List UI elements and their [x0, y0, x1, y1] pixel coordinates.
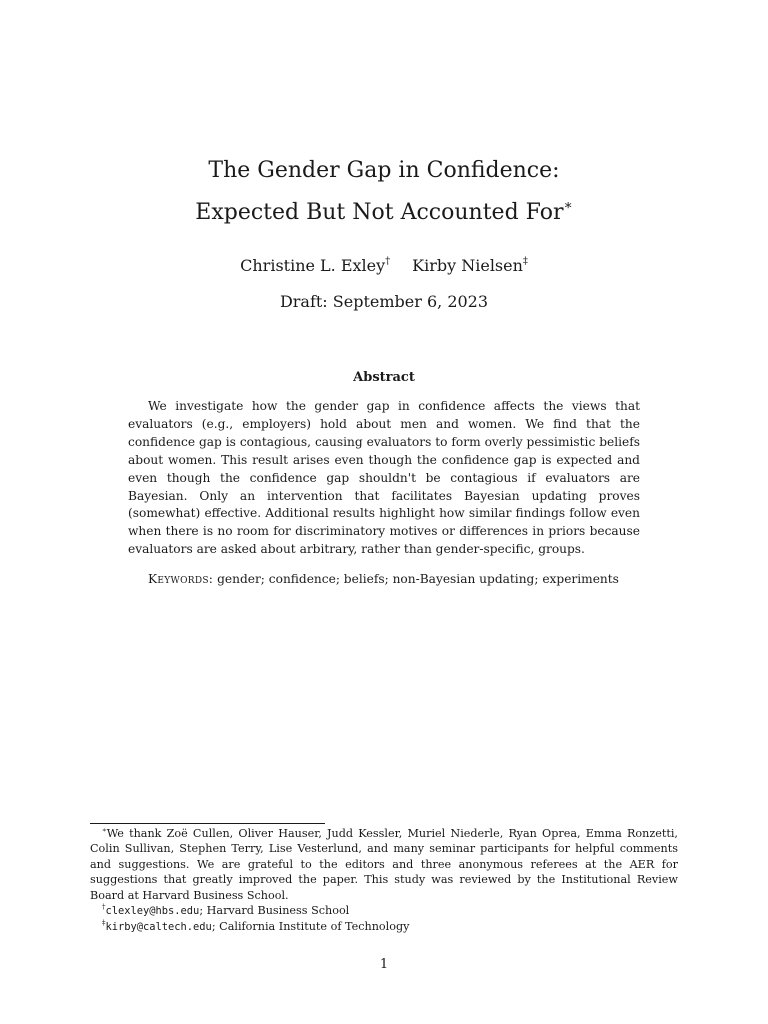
- footnote-divider: [90, 823, 325, 824]
- title-line-1-text: The Gender Gap in Confidence:: [208, 158, 560, 183]
- author-footnote-mark: †: [385, 256, 391, 268]
- email-link[interactable]: kirby@caltech.edu: [105, 921, 212, 934]
- footnote-nielsen-contact: [90, 919, 678, 935]
- draft-date: Draft: September 6, 2023: [279, 292, 489, 311]
- paper-title-line-1: [0, 158, 768, 184]
- title-line-2-text: Expected But Not Accounted For: [195, 200, 564, 225]
- paper-title-line-2: [0, 197, 768, 226]
- abstract-heading: Abstract: [353, 370, 415, 385]
- footnote-affiliation: ; California Institute of Technology: [211, 920, 410, 934]
- footnotes: [90, 826, 678, 936]
- author-list: [0, 256, 768, 276]
- footnote-acknowledgements: [90, 826, 678, 903]
- footnote-mark: ‡: [102, 919, 106, 928]
- keywords-line: [148, 571, 648, 587]
- author-name: Christine L. Exley: [240, 256, 386, 275]
- keywords-text: gender; confidence; beliefs; non-Bayesian updating; experiments: [217, 572, 619, 586]
- email-link[interactable]: clexley@hbs.edu: [105, 905, 200, 918]
- footnote-mark: †: [102, 903, 106, 912]
- keywords-label: Keywords:: [148, 572, 214, 586]
- footnote-affiliation: ; Harvard Business School: [199, 904, 350, 918]
- footnote-exley-contact: [90, 903, 678, 919]
- abstract-body: We investigate how the gender gap in confidence affects the views that evaluators (e.g., employers) hold about men and women. We find that the confidence gap is contagious, causing evaluators to form overly pessimistic beliefs about women. This result arises even though the confidence gap is expected and even though the confidence gap shouldn't be contagious if evaluators are Bayesian. Only an intervention that facilitates Bayesian updating proves (somewhat) effective. Additional results highlight how similar findings follow even when there is no room for discriminatory motives or differences in priors because evaluators are asked about arbitrary, rather than gender-specific, groups.: [128, 399, 640, 557]
- footnote-mark: ∗: [102, 826, 107, 835]
- author-name: Kirby Nielsen: [412, 256, 523, 275]
- author-footnote-mark: ‡: [522, 256, 528, 268]
- page-number: 1: [379, 957, 389, 972]
- title-footnote-mark: ∗: [563, 197, 573, 214]
- footnote-text: We thank Zoë Cullen, Oliver Hauser, Judd Kessler, Muriel Niederle, Ryan Oprea, Emma Ronzetti, Colin Sullivan, Stephen Terry, Lise Vesterlund, and many seminar participants for helpful comments and suggestions. We are grateful to the editors and three anonymous referees at the AER for suggestions that greatly improved the paper. This study was reviewed by the Institutional Review Board at Harvard Business School.: [90, 827, 678, 902]
